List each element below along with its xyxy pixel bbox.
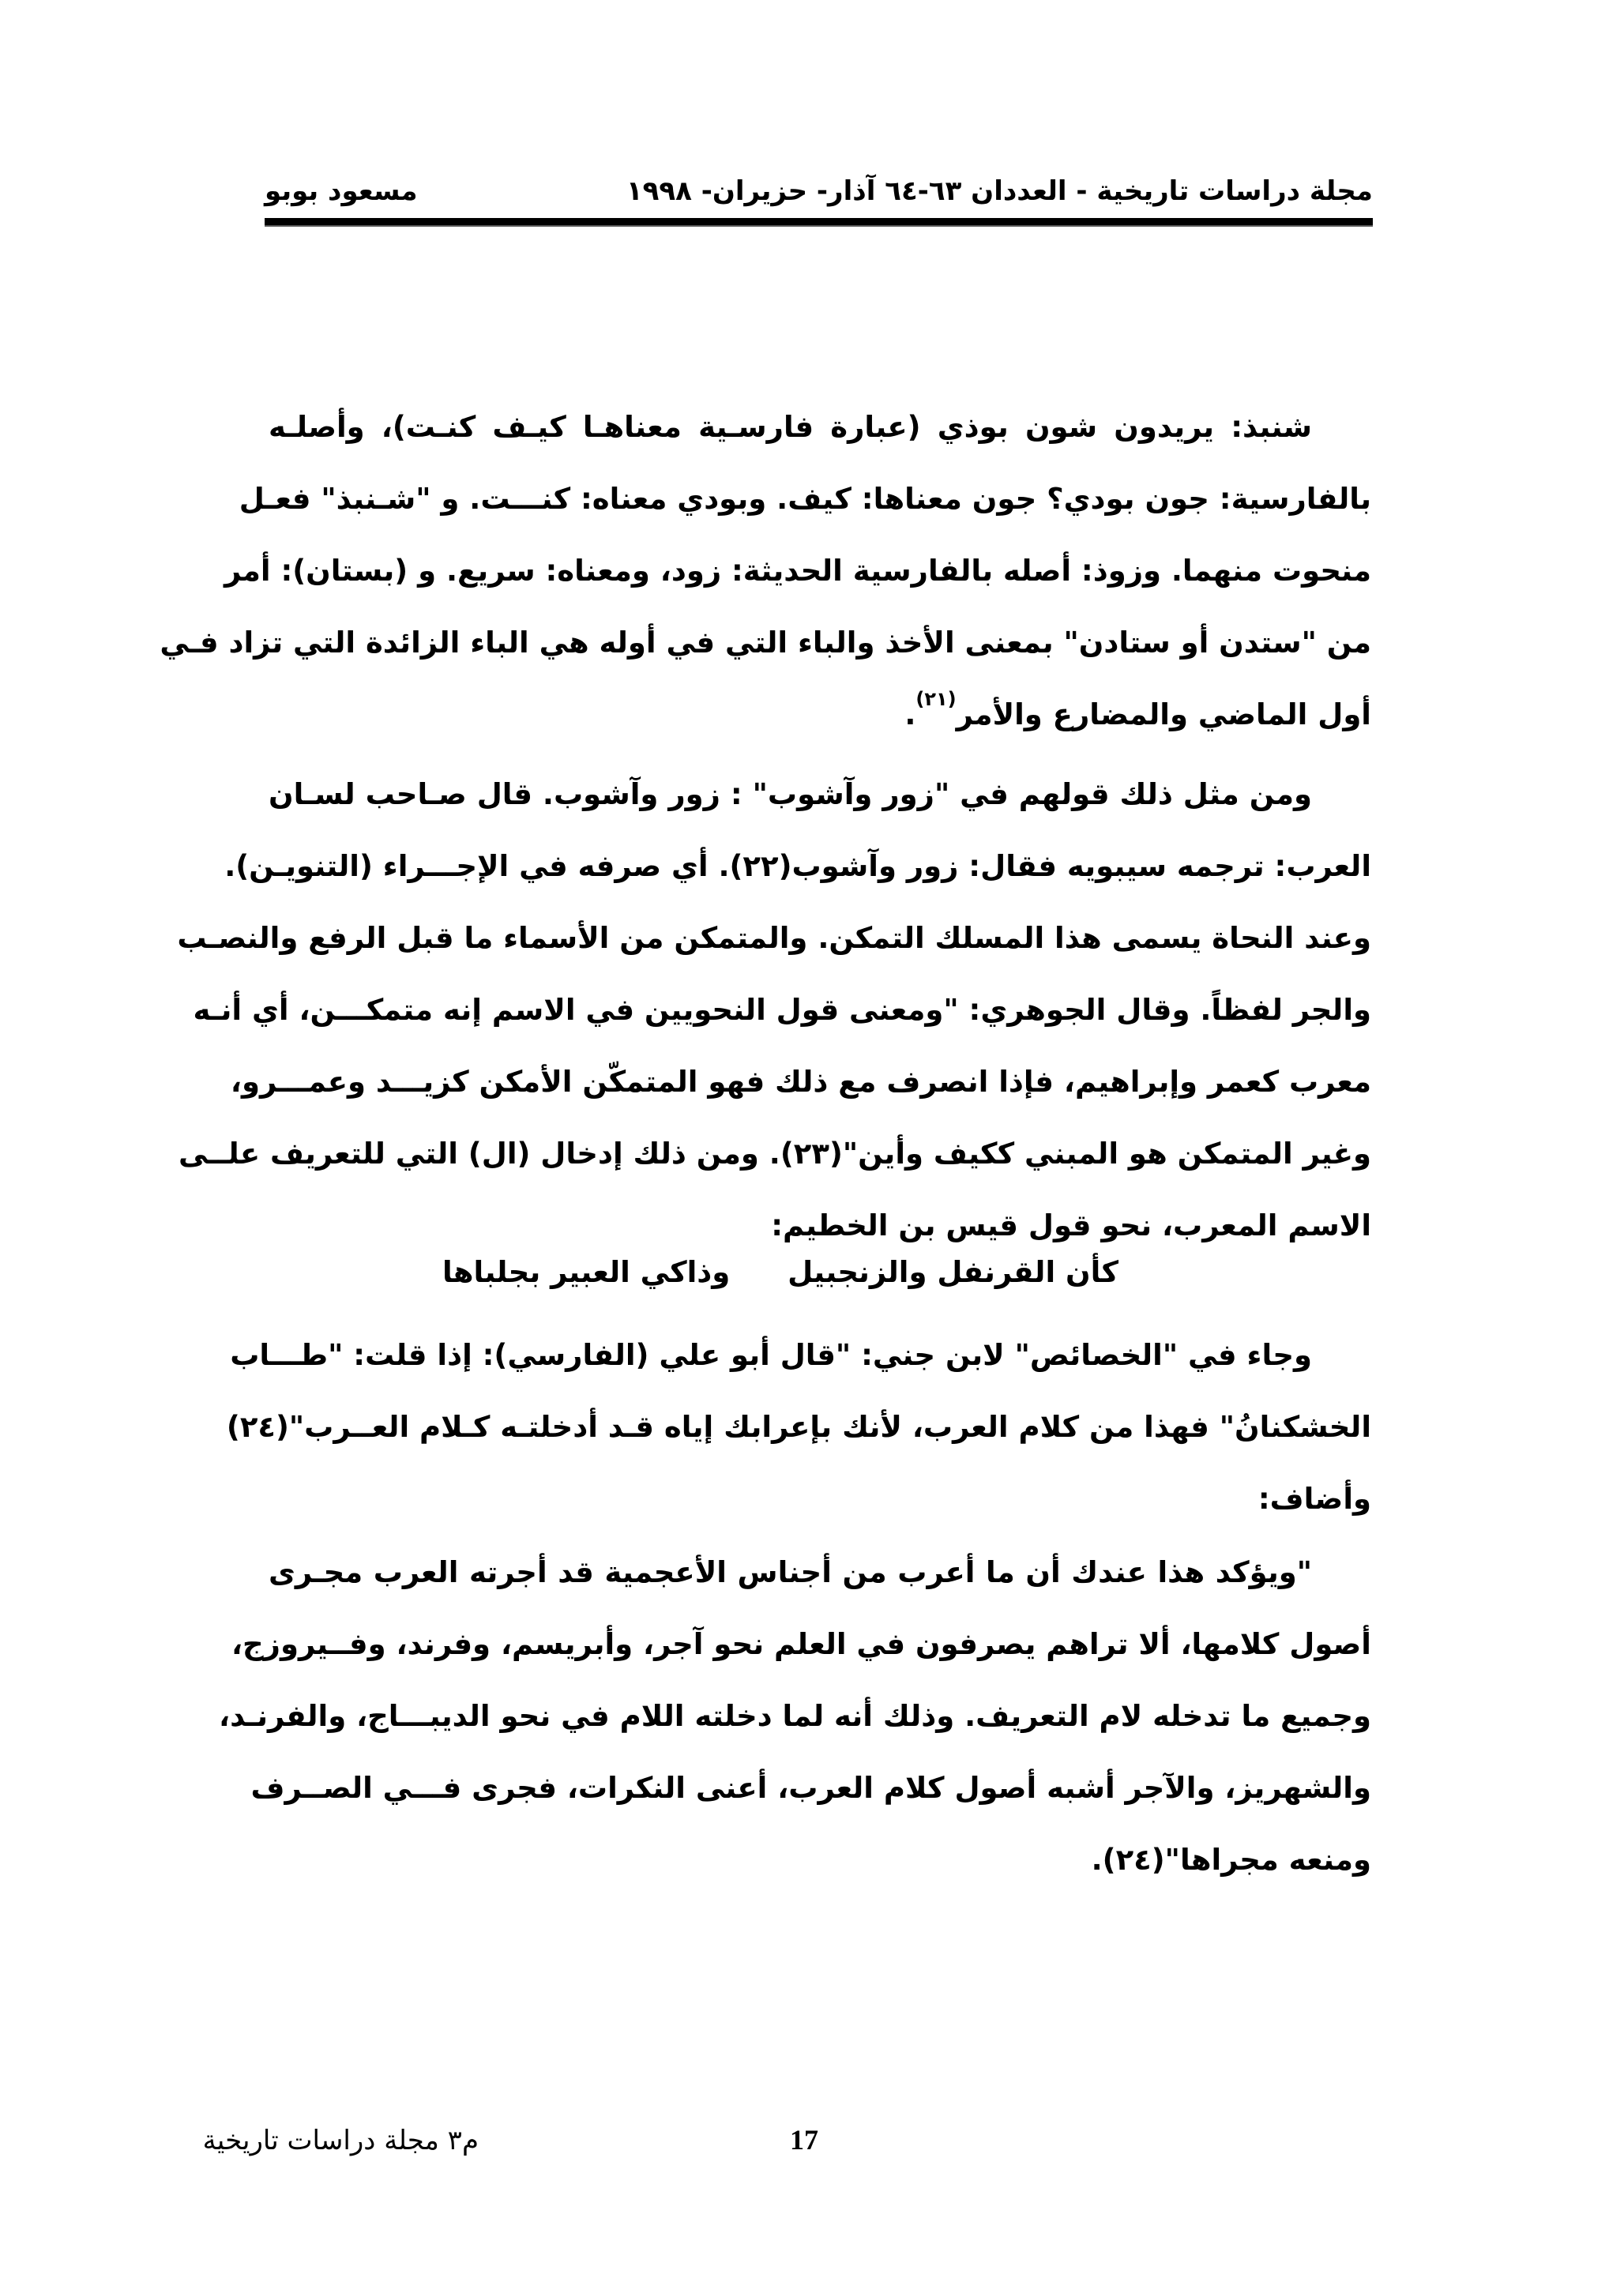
text-line: معرب كعمر وإبراهيم، فإذا انصرف مع ذلك فهو المتمكّن الأمكن كزيـــد وعمـــرو، <box>230 1065 1371 1099</box>
text-line: وجميع ما تدخله لام التعريف. وذلك أنه لما دخلته اللام في نحو الديبـــاج، والفرنـد، <box>219 1699 1371 1733</box>
text-line: "ويؤكد هذا عندك أن ما أعرب من أجناس الأعجمية قد أجرته العرب مجـرى <box>269 1555 1312 1589</box>
paragraph-3 <box>226 1319 1371 1535</box>
verse-first-hemistich: كأن القرنفل والزنجبيل <box>788 1255 1118 1289</box>
header-rule <box>265 218 1373 227</box>
text-line: منحوت منهما. وزوذ: أصله بالفارسية الحديثة: زود، ومعناه: سريع. و (بستان): أمر <box>224 554 1371 588</box>
text-line: والشهريز، والآجر أشبه أصول كلام العرب، أعنى النكرات، فجرى فـــي الصــرف <box>250 1771 1371 1805</box>
text-line <box>269 679 1371 750</box>
text-line: العرب: ترجمه سيبويه فقال: زور وآشوب(٢٢). أي صرفه في الإجـــراء (التنويـن). <box>224 849 1371 883</box>
verse-second-hemistich: وذاكي العبير بجلباها <box>442 1255 731 1289</box>
text-line: بالفارسية: جون بودي؟ جون معناها: كيف. وبودي معناه: كنـــت. و "شـنبذ" فعـل <box>239 482 1371 516</box>
running-header <box>265 175 1373 223</box>
text-line: أصول كلامها، ألا تراهم يصرفون في العلم نحو آجر، وأبريسم، وفرند، وفــيروزج، <box>231 1627 1371 1661</box>
text-line: ومنعه مجراها"(٢٤). <box>1091 1843 1371 1877</box>
page-number: 17 <box>790 2124 818 2156</box>
poetry-verse <box>442 1236 1118 1308</box>
text-line: وعند النحاة يسمى هذا المسلك التمكن. والمتمكن من الأسماء ما قبل الرفع والنصـب <box>177 921 1371 955</box>
text-line: وغير المتمكن هو المبني ككيف وأين"(٢٣). ومن ذلك إدخال (ال) التي للتعريف علــى <box>178 1137 1371 1171</box>
text-line: الاسم المعرب، نحو قول قيس بن الخطيم: <box>771 1209 1371 1242</box>
paragraph-4-quote <box>219 1536 1371 1896</box>
text-line: من "ستدن أو ستادن" بمعنى الأخذ والباء التي في أوله هي الباء الزائدة التي تزاد فـي <box>160 626 1371 660</box>
text-line: الخشكنانُ" فهذا من كلام العرب، لأنك بإعرابك إياه قـد أدخلتـه كـلام العــرب"(٢٤) <box>226 1410 1371 1444</box>
text-line: ومن مثل ذلك قولهم في "زور وآشوب" : زور وآشوب. قال صـاحب لسـان <box>269 777 1312 811</box>
journal-title: مجلة دراسات تاريخية - العددان ٦٣-٦٤ آذار- حزيران- ١٩٩٨ <box>626 175 1373 207</box>
footer-journal-title: م٣ مجلة دراسات تاريخية <box>202 2125 479 2156</box>
text-span: أول الماضي والمضارع والأمر <box>956 697 1371 731</box>
text-span: . <box>904 697 916 731</box>
paragraph-1 <box>160 391 1371 750</box>
text-line: وأضاف: <box>1257 1482 1371 1516</box>
paragraph-2 <box>177 758 1371 1261</box>
footnote-ref: (٢١) <box>915 688 957 710</box>
text-line: وجاء في "الخصائص" لابن جني: "قال أبو علي (الفارسي): إذا قلت: "طـــاب <box>230 1338 1312 1372</box>
text-line: شنبذ: يريدون شون بوذي (عبارة فارسـية معناهـا كيـف كنـت)، وأصلـه <box>269 410 1312 444</box>
text-line: والجر لفظاً. وقال الجوهري: "ومعنى قول النحويين في الاسم إنه متمكـــن، أي أنـه <box>193 993 1371 1027</box>
author-name: مسعود بوبو <box>265 175 418 207</box>
